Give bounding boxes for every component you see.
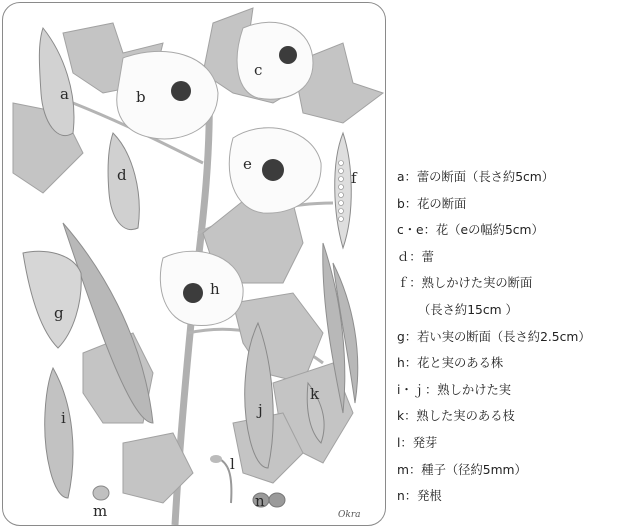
label-k: k xyxy=(310,385,320,403)
flower-b xyxy=(117,51,218,139)
legend-item: b：花の断面 xyxy=(397,196,467,211)
label-f: f xyxy=(351,169,357,187)
legend-item: i・ｊ：熟しかけた実 xyxy=(397,382,512,397)
legend-item: （長さ約15cm ） xyxy=(418,302,518,317)
legend-item: m：種子（径約5mm） xyxy=(397,462,527,477)
young-fruit-section-g xyxy=(23,251,81,348)
label-n: n xyxy=(255,492,265,510)
legend-item: c・e：花（eの幅約5cm） xyxy=(397,223,544,238)
label-l: l xyxy=(230,455,235,473)
label-b: b xyxy=(136,88,146,106)
artist-signature: Okra xyxy=(338,510,361,520)
legend-item: g：若い実の断面（長さ約2.5cm） xyxy=(397,329,591,344)
legend-item: l：発芽 xyxy=(397,435,438,450)
legend-item: k：熟した実のある枝 xyxy=(397,409,515,424)
label-d: d xyxy=(117,166,127,184)
illustration-panel xyxy=(2,2,386,526)
legend-item: h：花と実のある株 xyxy=(397,356,504,371)
label-g: g xyxy=(54,304,64,322)
label-j: j xyxy=(258,401,263,419)
label-h: h xyxy=(210,280,220,298)
legend-item: n：発根 xyxy=(397,489,442,504)
legend-item: ｆ：熟しかけた実の断面 xyxy=(397,276,533,291)
legend-item: ｄ：蕾 xyxy=(397,249,434,264)
okra-botanical-illustration xyxy=(3,3,385,525)
root-n xyxy=(269,493,285,507)
label-m: m xyxy=(93,502,108,520)
flower-c xyxy=(237,22,313,99)
label-e: e xyxy=(243,155,252,173)
label-c: c xyxy=(254,61,263,79)
fruit-i xyxy=(45,368,73,498)
legend xyxy=(397,166,625,512)
legend-item: a：蕾の断面（長さ約5cm） xyxy=(397,170,555,184)
label-i: i xyxy=(61,409,66,427)
cotyledon xyxy=(210,455,222,463)
pod-section-f xyxy=(335,133,352,248)
seed-m xyxy=(93,486,109,500)
label-a: a xyxy=(60,85,69,103)
